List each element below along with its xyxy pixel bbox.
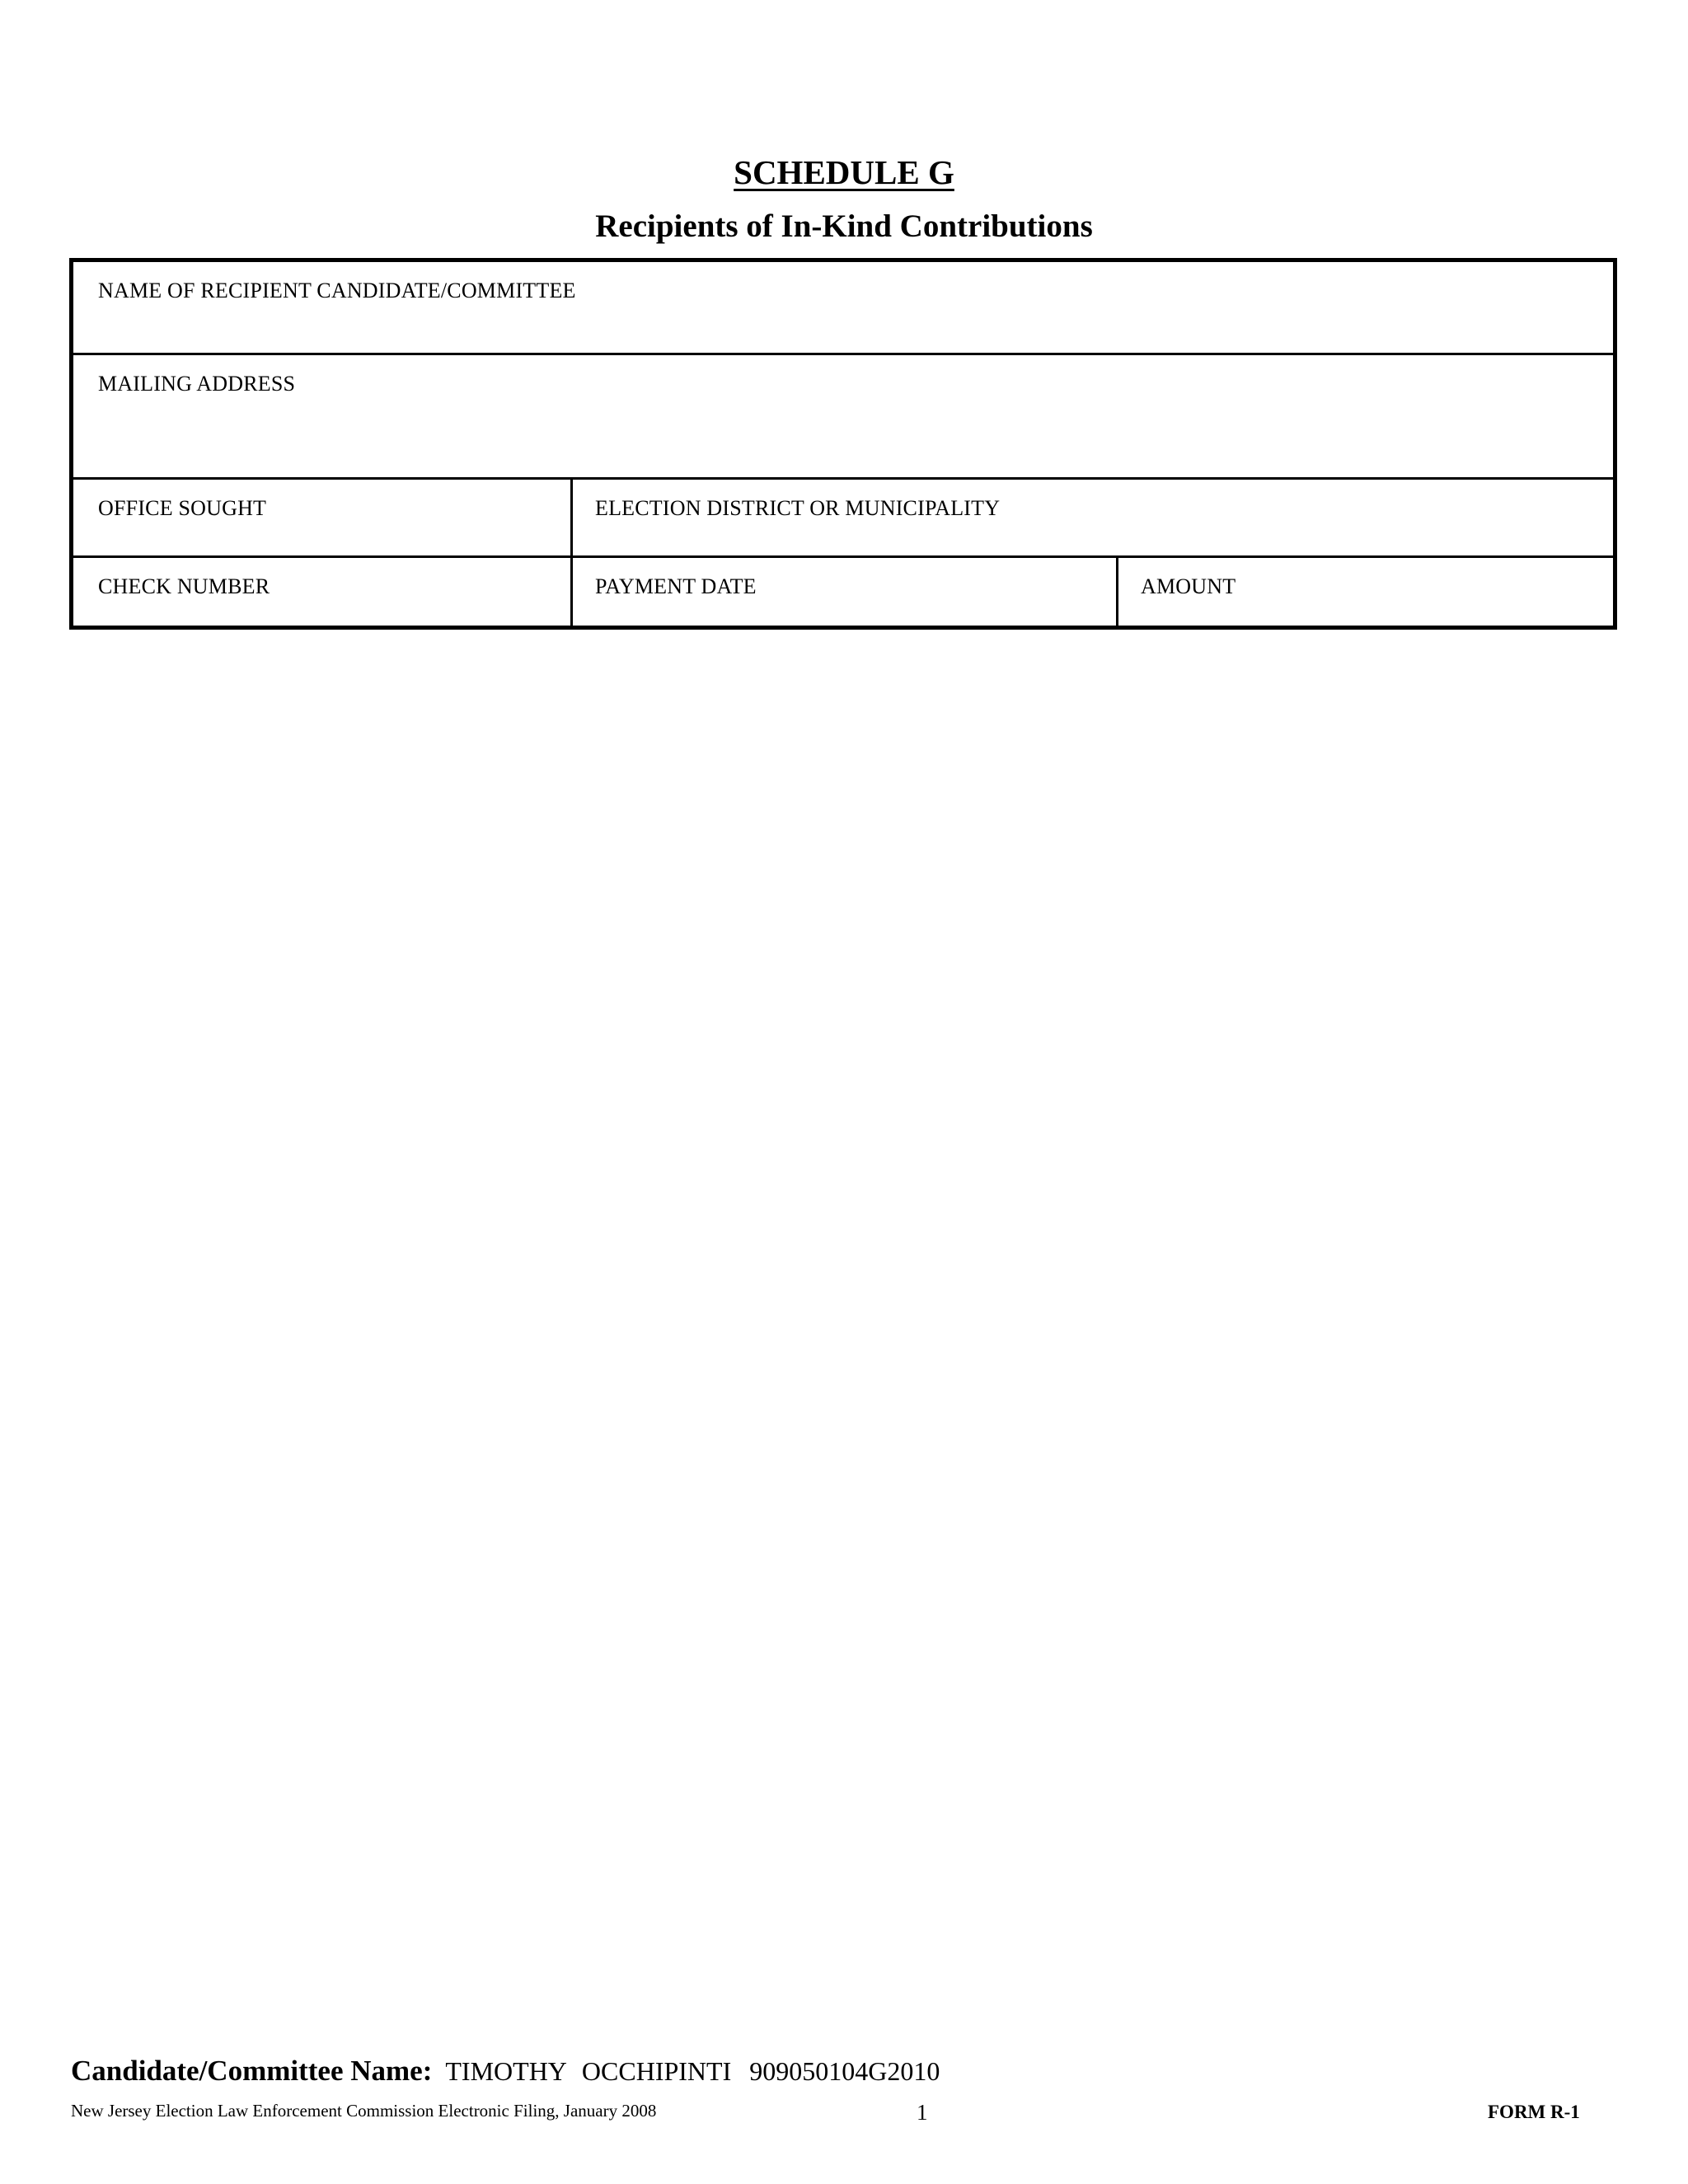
- payment-date-field[interactable]: [570, 558, 1116, 630]
- commission-note: New Jersey Election Law Enforcement Commission Electronic Filing, January 2008: [71, 2101, 657, 2121]
- office-row: [73, 480, 1613, 558]
- payment-date-label: PAYMENT DATE: [595, 574, 757, 598]
- in-kind-recipient-form: [69, 258, 1617, 630]
- mailing-address-field[interactable]: [73, 355, 1613, 477]
- recipient-name-field[interactable]: [73, 262, 1613, 353]
- office-sought-label: OFFICE SOUGHT: [98, 496, 267, 520]
- schedule-title: SCHEDULE G: [734, 153, 954, 191]
- election-district-label: ELECTION DISTRICT OR MUNICIPALITY: [595, 496, 1001, 520]
- mailing-address-row: [73, 355, 1613, 480]
- check-number-label: CHECK NUMBER: [98, 574, 270, 598]
- election-district-field[interactable]: [570, 480, 1613, 555]
- candidate-last-name: OCCHIPINTI: [581, 2056, 732, 2086]
- candidate-committee-line: [71, 2056, 940, 2085]
- office-sought-field[interactable]: [73, 480, 570, 555]
- amount-field[interactable]: [1116, 558, 1613, 630]
- candidate-first-name: TIMOTHY: [445, 2056, 567, 2086]
- candidate-committee-label: Candidate/Committee Name:: [71, 2055, 433, 2087]
- filing-id: 909050104G2010: [749, 2056, 940, 2086]
- mailing-address-label: MAILING ADDRESS: [98, 372, 296, 396]
- check-number-field[interactable]: [73, 558, 570, 630]
- recipient-name-label: NAME OF RECIPIENT CANDIDATE/COMMITTEE: [98, 279, 576, 302]
- form-id: FORM R-1: [1488, 2102, 1580, 2122]
- page-number: 1: [917, 2100, 928, 2125]
- amount-label: AMOUNT: [1141, 574, 1236, 598]
- schedule-subtitle: Recipients of In-Kind Contributions: [595, 209, 1093, 244]
- recipient-name-row: [73, 262, 1613, 355]
- payment-row: [73, 558, 1613, 630]
